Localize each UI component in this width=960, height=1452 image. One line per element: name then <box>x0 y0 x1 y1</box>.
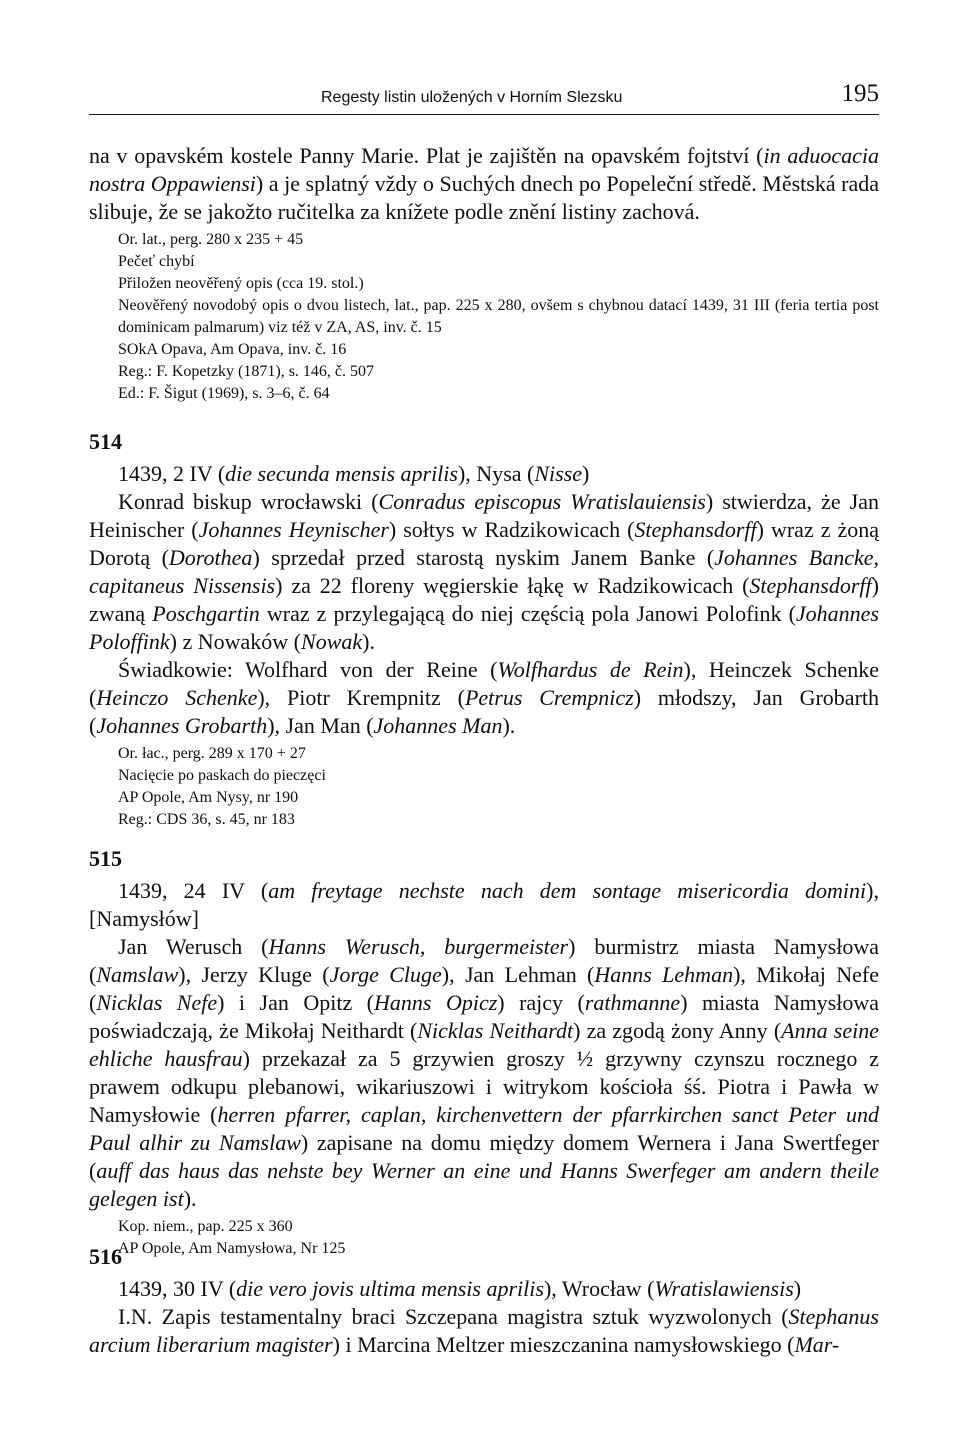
note-line: SOkA Opava, Am Opava, inv. č. 16 <box>118 341 347 358</box>
note-line: AP Opole, Am Namysłowa, Nr 125 <box>118 1240 346 1257</box>
entry-witnesses: Świadkowie: Wolfhard von der Reine (Wolfhardus de Rein), Heinczek Schenke (Heinczo Schenke), Piotr Krempnitz (Petrus Crempnicz) młodszy, Jan Grobarth (Johannes Grobarth), Jan Man (Johannes Man). <box>89 657 880 738</box>
running-title: Regesty listin uložených v Horním Slezsku <box>321 89 623 106</box>
page-number: 195 <box>841 80 879 107</box>
note-line: Reg.: F. Kopetzky (1871), s. 146, č. 507 <box>118 363 375 380</box>
continuation-paragraph: na v opavském kostele Panny Marie. Plat je zajištěn na opavském fojtství (in aduocacia nostra Oppawiensi) a je splatný vždy o Suchých dnech po Popeleční středě. Městská rada slibuje, že se jakožto ručitelka za knížete podle znění listiny zachová. <box>89 143 879 224</box>
note-line: AP Opole, Am Nysy, nr 190 <box>118 789 299 806</box>
entry-number: 514 <box>89 429 122 454</box>
note-line: Přiložen neověřený opis (cca 19. stol.) <box>118 275 364 292</box>
note-line: Or. łac., perg. 289 x 170 + 27 <box>118 745 306 762</box>
note-line: Neověřený novodobý opis o dvou listech, lat., pap. 225 x 280, ovšem s chybnou datací 1439, 31 III (feria tertia post dominicam palmarum) viz též v ZA, AS, inv. č. 15 <box>118 297 879 336</box>
note-line: Ed.: F. Šigut (1969), s. 3–6, č. 64 <box>118 385 330 402</box>
entry-number: 516 <box>89 1244 122 1269</box>
note-line: Reg.: CDS 36, s. 45, nr 183 <box>118 811 295 828</box>
entry-summary: Jan Werusch (Hanns Werusch, burgermeister) burmistrz miasta Namysłowa (Namslaw), Jerzy Kluge (Jorge Cluge), Jan Lehman (Hanns Lehman), Mikołaj Nefe (Nicklas Nefe) i Jan Opitz (Hanns Opicz) rajcy (rathmanne) miasta Namysłowa poświadczają, że Mikołaj Neithardt (Nicklas Neithardt) za zgodą żony Anny (Anna seine ehliche hausfrau) przekazał za 5 grzywien groszy ½ grzywny czynszu rocznego z prawem odkupu plebanowi, wikariuszowi i witrykom kościoła śś. Piotra i Pawła w Namysłowie (herren pfarrer, caplan, kirchenvettern der pfarrkirchen sanct Peter und Paul alhir zu Namslaw) zapisane na domu między domem Wernera i Jana Swertfeger (auff das haus das nehste bey Werner an eine und Hanns Swerfeger am andern theile gelegen ist). <box>89 934 880 1211</box>
entry-date: 1439, 2 IV (die secunda mensis aprilis), Nysa (Nisse) <box>118 461 590 486</box>
note-line: Pečeť chybí <box>118 253 195 270</box>
note-line: Kop. niem., pap. 225 x 360 <box>118 1218 293 1235</box>
entry-number: 515 <box>89 846 122 871</box>
entry-514 <box>89 428 879 831</box>
entry-summary: I.N. Zapis testamentalny braci Szczepana magistra sztuk wyzwolonych (Stephanus arcium liberarium magister) i Marcina Meltzer mieszczanina namysłowskiego (Mar- <box>89 1304 879 1357</box>
entry-date: 1439, 30 IV (die vero jovis ultima mensis aprilis), Wrocław (Wratislawiensis) <box>118 1276 802 1301</box>
entry-516 <box>89 1243 879 1359</box>
entry-summary: Konrad biskup wrocławski (Conradus episcopus Wratislauiensis) stwierdza, że Jan Heinischer (Johannes Heynischer) sołtys w Radzikowicach (Stephansdorff) wraz z żoną Dorotą (Dorothea) sprzedał przed starostą nyskim Janem Banke (Johannes Bancke, capitaneus Nissensis) za 22 floreny węgierskie łąkę w Radzikowicach (Stephansdorff) zwaną Poschgartin wraz z przylegającą do niej częścią pola Janowi Polofink (Johannes Poloffink) z Nowaków (Nowak). <box>89 489 879 654</box>
entry-515 <box>89 845 879 1260</box>
entry-date: 1439, 24 IV (am freytage nechste nach dem sontage misericordia domini), [Namysłów] <box>89 878 879 931</box>
note-line: Nacięcie po paskach do pieczęci <box>118 767 326 784</box>
note-line: Or. lat., perg. 280 x 235 + 45 <box>118 231 304 248</box>
running-header <box>89 80 879 115</box>
entry-continuation <box>89 142 879 405</box>
